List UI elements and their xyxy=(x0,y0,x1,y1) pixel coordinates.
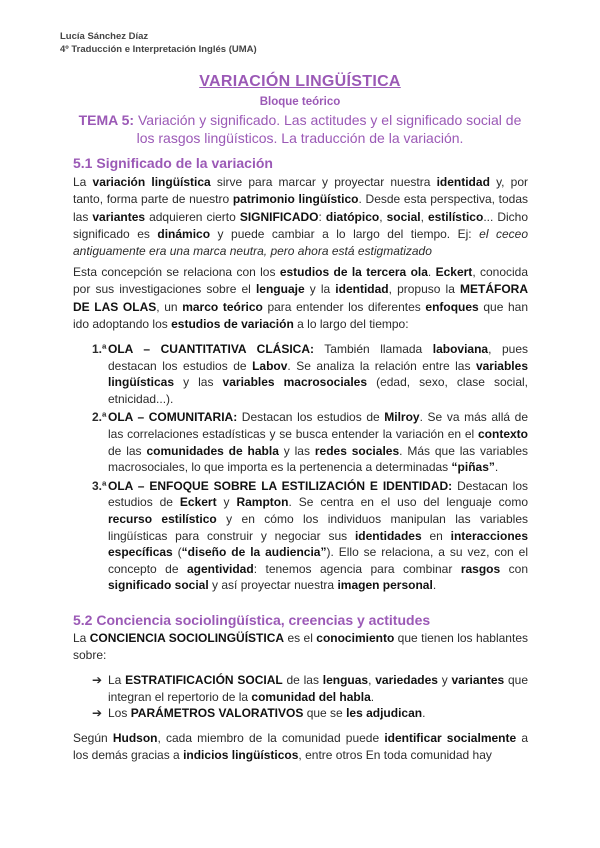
section-1-paragraph-1-text-18: y puede cambiar a lo largo del tiempo. Ej: xyxy=(210,226,480,241)
section-1-paragraph-2-bold-11: marco teórico xyxy=(182,299,263,314)
wave-item-1 xyxy=(92,341,528,407)
section-2-paragraph-1-bold-1: CONCIENCIA SOCIOLINGÜÍSTICA xyxy=(89,631,285,645)
bullet-item-2 xyxy=(92,705,528,722)
wave-item-3-bold-10: interacciones específicas xyxy=(108,528,528,560)
wave-item-1-bold-6: variables lingüísticas xyxy=(108,358,528,390)
section-1-paragraph-1-bold-7: variantes xyxy=(92,209,146,224)
section-1-paragraph-1-bold-1: variación lingüística xyxy=(92,175,211,189)
bullet-item-1-text-8: que integran el repertorio de la xyxy=(108,673,529,704)
section-2-paragraph-1-text-0: La xyxy=(73,631,90,645)
section-1-paragraph-1-text-8: adquieren cierto xyxy=(145,209,240,224)
wave-item-3-text-19: y así proyectar nuestra xyxy=(208,578,338,593)
arrow-right-icon: ➔ xyxy=(92,673,103,687)
bullet-item-1-text-6: y xyxy=(437,673,452,687)
section-1-paragraph-2-bold-3: Eckert xyxy=(435,265,473,279)
wave-item-1-text-9: (edad, sexo, clase social, etnicidad...). xyxy=(108,375,528,406)
section-1-paragraph-1-text-16: ... Dicho significado es xyxy=(73,209,529,241)
bullet-item-1-bold-7: variantes xyxy=(451,673,505,687)
wave-item-2-text-5: de las xyxy=(108,443,147,458)
section-2-paragraph-2-bold-1: Hudson xyxy=(112,731,158,745)
section-1-paragraph-1-italic-19: el ceceo antiguamente era una marca neutra, pero ahora está estigmatizado xyxy=(73,226,528,259)
wave-item-2-text-3: . Se va más allá de las correlaciones estadísticas y se busca entender la variación en el xyxy=(108,410,528,441)
wave-item-3-bold-4: Rampton xyxy=(236,495,289,510)
section-1-paragraph-1 xyxy=(73,174,528,260)
section-1-paragraph-1-bold-3: identidad xyxy=(436,175,490,189)
section-1-paragraph-1-text-12: , xyxy=(379,209,387,224)
section-2-paragraph-1-bold-3: conocimiento xyxy=(316,631,395,645)
wave-item-1-text-1: También llamada xyxy=(314,342,433,356)
wave-item-1-bold-0: OLA – CUANTITATIVA CLÁSICA: xyxy=(108,342,314,356)
wave-number: 1.ª xyxy=(92,342,107,356)
bullet-item-1-text-0: La xyxy=(108,673,126,687)
section-1-paragraph-1-bold-15: estilístico xyxy=(427,209,484,224)
section-1-paragraph-1-bold-17: dinámico xyxy=(157,226,211,241)
wave-item-3-text-11: ( xyxy=(172,545,182,560)
section-1-paragraph-2-text-8: , propuso la xyxy=(388,282,460,297)
wave-item-1-bold-4: Labov xyxy=(252,358,288,373)
section-1-paragraph-1-text-14: , xyxy=(420,209,428,224)
section-1-paragraph-2-bold-7: identidad xyxy=(335,282,389,297)
bullet-item-1-bold-9: comunidad del habla xyxy=(251,689,371,704)
wave-item-2-bold-2: Milroy xyxy=(384,410,420,425)
document-title: VARIACIÓN LINGÜÍSTICA xyxy=(199,73,401,90)
section-2-paragraph-2-bold-3: identificar socialmente xyxy=(384,731,517,745)
wave-item-3-text-17: con xyxy=(500,561,529,576)
author-name: Lucía Sánchez Díaz xyxy=(60,31,149,42)
bullet-item-1-text-4: , xyxy=(368,673,376,687)
section-1-paragraph-2-bold-5: lenguaje xyxy=(255,282,305,297)
bullet-item-2-bold-1: PARÁMETROS VALORATIVOS xyxy=(130,706,304,721)
bullet-item-2-text-0: Los xyxy=(108,706,131,721)
wave-item-3 xyxy=(92,478,528,594)
wave-item-3-bold-2: Eckert xyxy=(179,495,217,510)
wave-item-2-bold-6: comunidades de habla xyxy=(146,443,279,458)
section-1-paragraph-2-bold-13: enfoques xyxy=(425,299,479,314)
wave-item-2-text-1: Destacan los estudios de xyxy=(237,410,385,425)
section-2-paragraph-1-text-2: es el xyxy=(284,631,317,645)
section-1-paragraph-2 xyxy=(73,264,528,333)
wave-item-3-text-1: Destacan los estudios de xyxy=(108,478,529,510)
section-1-paragraph-1-bold-11: diatópico xyxy=(325,209,380,224)
wave-item-2 xyxy=(92,409,528,475)
wave-item-3-text-13: ). Ello se relaciona, a su vez, con el concepto de xyxy=(108,545,528,576)
section-2-paragraph-1 xyxy=(73,630,528,665)
bullet-item-2-text-4: . xyxy=(422,706,426,721)
section-1-paragraph-1-bold-9: SIGNIFICADO xyxy=(239,209,319,224)
section-1-paragraph-1-text-0: La xyxy=(73,175,93,189)
bullet-item-1 xyxy=(92,672,528,705)
section-2-paragraph-1-text-4: que tienen los hablantes sobre: xyxy=(73,631,528,663)
section-1-heading: 5.1 Significado de la variación xyxy=(73,155,273,171)
arrow-right-icon: ➔ xyxy=(92,706,103,721)
section-1-paragraph-1-bold-5: patrimonio lingüístico xyxy=(232,192,359,207)
wave-item-1-bold-2: laboviana xyxy=(432,342,489,356)
bullet-item-2-text-2: que se xyxy=(303,706,347,721)
section-1-paragraph-2-text-2: . xyxy=(427,265,436,279)
bullet-item-1-bold-1: ESTRATIFICACIÓN SOCIAL xyxy=(125,673,283,687)
section-2-paragraph-2-text-6: , entre otros En toda comunidad hay xyxy=(298,748,492,763)
wave-item-3-text-15: : tenemos agencia para combinar xyxy=(253,561,461,576)
section-1-paragraph-2-text-10: , un xyxy=(156,299,183,314)
section-1-paragraph-2-text-14: que han ido adoptando los xyxy=(73,299,529,331)
wave-item-3-text-21: . xyxy=(432,578,437,593)
wave-item-3-bold-14: agentividad xyxy=(187,561,254,576)
wave-item-2-bold-4: contexto xyxy=(477,426,528,441)
bullet-item-1-text-10: . xyxy=(370,689,375,704)
wave-item-3-bold-20: imagen personal xyxy=(337,578,433,593)
wave-item-3-text-5: . Se centra en el uso del lenguaje como xyxy=(288,495,529,510)
course-name: 4º Traducción e Interpretación Inglés (UMA) xyxy=(60,44,257,55)
wave-item-2-text-9: . Más que las variables macrosociales, lo que importa es la pertenencia a determinadas xyxy=(108,443,529,475)
wave-item-1-text-5: . Se analiza la relación entre las xyxy=(287,358,476,373)
section-1-paragraph-1-text-4: y, por tanto, forma parte de nuestro xyxy=(73,175,529,207)
section-1-paragraph-2-text-6: y la xyxy=(304,282,336,297)
wave-item-2-bold-0: OLA – COMUNITARIA: xyxy=(108,410,238,425)
bullet-item-2-bold-3: les adjudican xyxy=(346,706,423,721)
section-1-paragraph-1-text-2: sirve para marcar y proyectar nuestra xyxy=(210,175,437,189)
tema-heading xyxy=(70,111,530,147)
wave-item-2-text-7: y las xyxy=(278,443,315,458)
section-1-paragraph-2-bold-1: estudios de la tercera ola xyxy=(279,265,428,279)
tema-text: Variación y significado. Las actitudes y el significado social de los rasgos lingüísticos. La traducción de la variación. xyxy=(136,112,522,146)
section-2-paragraph-2-text-4: a los demás gracias a xyxy=(73,731,528,763)
wave-item-2-bold-10: “piñas” xyxy=(451,460,495,475)
bullet-item-1-bold-3: lenguas xyxy=(322,673,369,687)
tema-label: TEMA 5: xyxy=(78,112,135,128)
wave-item-3-bold-12: “diseño de la audiencia” xyxy=(181,545,327,560)
document-subtitle: Bloque teórico xyxy=(259,96,341,108)
wave-item-3-text-3: y xyxy=(216,495,237,510)
section-1-paragraph-2-text-16: a lo largo del tiempo: xyxy=(293,316,409,331)
section-1-paragraph-2-text-0: Esta concepción se relaciona con los xyxy=(73,265,280,279)
section-1-paragraph-2-text-4: , conocida por sus investigaciones sobre el xyxy=(73,265,529,297)
wave-number: 3.ª xyxy=(92,478,107,493)
section-1-paragraph-1-bold-13: social xyxy=(386,209,421,224)
section-1-paragraph-1-text-10: : xyxy=(318,209,326,224)
wave-item-3-bold-6: recurso estilístico xyxy=(108,511,217,526)
section-1-paragraph-2-text-12: para entender los diferentes xyxy=(262,299,426,314)
document-header xyxy=(60,30,257,56)
wave-item-3-text-7: y en cómo los individuos manipulan las variables lingüísticas para construir y negociar sus xyxy=(108,511,528,543)
section-1-paragraph-2-bold-9: METÁFORA DE LAS OLAS xyxy=(73,282,528,314)
wave-item-1-text-7: y las xyxy=(174,375,223,390)
waves-list xyxy=(92,341,528,596)
section-2-paragraph-2 xyxy=(73,730,528,765)
wave-item-3-text-9: en xyxy=(421,528,451,543)
section-2-paragraph-2-text-2: , cada miembro de la comunidad puede xyxy=(157,731,385,745)
bullet-item-1-bold-5: variedades xyxy=(375,673,438,687)
wave-number: 2.ª xyxy=(92,410,107,425)
section-1-paragraph-1-text-6: . Desde esta perspectiva, todas las xyxy=(73,192,528,224)
wave-item-2-bold-8: redes sociales xyxy=(314,443,400,458)
wave-item-1-bold-8: variables macrosociales xyxy=(222,375,368,390)
section-2-heading: 5.2 Conciencia sociolingüística, creencias y actitudes xyxy=(73,612,431,628)
conciencia-list xyxy=(92,672,528,722)
wave-item-3-bold-0: OLA – ENFOQUE SOBRE LA ESTILIZACIÓN E IDENTIDAD: xyxy=(108,478,453,493)
section-2-paragraph-2-text-0: Según xyxy=(73,731,113,745)
wave-item-3-bold-8: identidades xyxy=(354,528,422,543)
wave-item-2-text-11: . xyxy=(494,460,499,475)
bullet-item-1-text-2: de las xyxy=(282,673,323,687)
wave-item-1-text-3: , pues destacan los estudios de xyxy=(108,342,528,373)
section-2-paragraph-2-bold-5: indicios lingüísticos xyxy=(183,748,299,763)
section-1-paragraph-2-bold-15: estudios de variación xyxy=(171,316,294,331)
wave-item-3-bold-18: significado social xyxy=(108,578,209,593)
wave-item-3-bold-16: rasgos xyxy=(460,561,501,576)
